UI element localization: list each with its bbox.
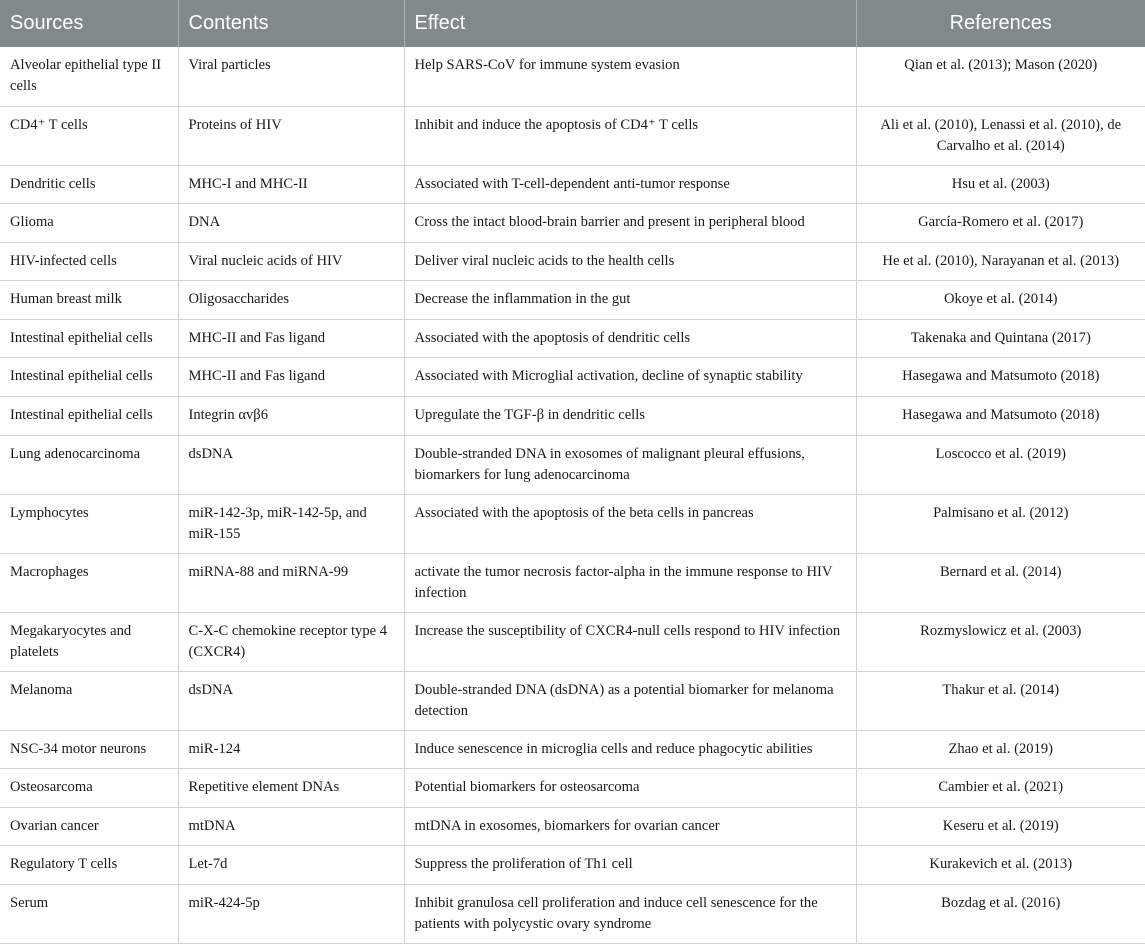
cell-effect: Increase the susceptibility of CXCR4-null cells respond to HIV infection	[404, 612, 856, 671]
table-row	[0, 47, 1145, 106]
cell-effect: Help SARS-CoV for immune system evasion	[404, 47, 856, 106]
cell-references: He et al. (2010), Narayanan et al. (2013)	[856, 242, 1145, 281]
table-row	[0, 204, 1145, 243]
table-header	[0, 0, 1145, 47]
table-row	[0, 319, 1145, 358]
cell-contents: DNA	[178, 204, 404, 243]
cell-source: Melanoma	[0, 671, 178, 730]
table-row	[0, 165, 1145, 204]
cell-contents: mtDNA	[178, 807, 404, 846]
cell-effect: Cross the intact blood-brain barrier and present in peripheral blood	[404, 204, 856, 243]
cell-contents: Viral particles	[178, 47, 404, 106]
cell-contents: Integrin αvβ6	[178, 397, 404, 436]
cell-references: Qian et al. (2013); Mason (2020)	[856, 47, 1145, 106]
cell-effect: mtDNA in exosomes, biomarkers for ovarian cancer	[404, 807, 856, 846]
cell-source: Intestinal epithelial cells	[0, 319, 178, 358]
cell-source: Glioma	[0, 204, 178, 243]
table-row	[0, 435, 1145, 494]
header-row	[0, 0, 1145, 47]
cell-source: Intestinal epithelial cells	[0, 397, 178, 436]
cell-effect: Double-stranded DNA (dsDNA) as a potential biomarker for melanoma detection	[404, 671, 856, 730]
cell-references: Hasegawa and Matsumoto (2018)	[856, 358, 1145, 397]
cell-contents: dsDNA	[178, 435, 404, 494]
cell-effect: Double-stranded DNA in exosomes of malignant pleural effusions, biomarkers for lung adenocarcinoma	[404, 435, 856, 494]
cell-source: Alveolar epithelial type II cells	[0, 47, 178, 106]
cell-references: Bernard et al. (2014)	[856, 553, 1145, 612]
table-row	[0, 281, 1145, 320]
table-row	[0, 106, 1145, 165]
cell-effect: Upregulate the TGF-β in dendritic cells	[404, 397, 856, 436]
table-row	[0, 494, 1145, 553]
cell-references: Rozmyslowicz et al. (2003)	[856, 612, 1145, 671]
cell-effect: Associated with T-cell-dependent anti-tumor response	[404, 165, 856, 204]
table-row	[0, 730, 1145, 769]
cell-references: García-Romero et al. (2017)	[856, 204, 1145, 243]
cell-references: Thakur et al. (2014)	[856, 671, 1145, 730]
cell-effect: Associated with the apoptosis of the beta cells in pancreas	[404, 494, 856, 553]
cell-references: Hasegawa and Matsumoto (2018)	[856, 397, 1145, 436]
cell-references: Loscocco et al. (2019)	[856, 435, 1145, 494]
cell-references: Hsu et al. (2003)	[856, 165, 1145, 204]
cell-contents: C-X-C chemokine receptor type 4 (CXCR4)	[178, 612, 404, 671]
table-body	[0, 47, 1145, 944]
cell-effect: Inhibit granulosa cell proliferation and induce cell senescence for the patients with polycystic ovary syndrome	[404, 885, 856, 944]
cell-contents: Proteins of HIV	[178, 106, 404, 165]
cell-effect: Inhibit and induce the apoptosis of CD4⁺ T cells	[404, 106, 856, 165]
cell-source: Serum	[0, 885, 178, 944]
cell-effect: Associated with the apoptosis of dendritic cells	[404, 319, 856, 358]
cell-contents: Oligosaccharides	[178, 281, 404, 320]
table-row	[0, 671, 1145, 730]
cell-references: Kurakevich et al. (2013)	[856, 846, 1145, 885]
cell-source: Intestinal epithelial cells	[0, 358, 178, 397]
header-sources: Sources	[0, 0, 178, 47]
cell-references: Takenaka and Quintana (2017)	[856, 319, 1145, 358]
cell-references: Ali et al. (2010), Lenassi et al. (2010), de Carvalho et al. (2014)	[856, 106, 1145, 165]
cell-contents: MHC-II and Fas ligand	[178, 358, 404, 397]
table-row	[0, 397, 1145, 436]
table-row	[0, 242, 1145, 281]
cell-contents: miR-142-3p, miR-142-5p, and miR-155	[178, 494, 404, 553]
header-contents: Contents	[178, 0, 404, 47]
cell-source: Lung adenocarcinoma	[0, 435, 178, 494]
table-row	[0, 769, 1145, 808]
cell-effect: activate the tumor necrosis factor-alpha in the immune response to HIV infection	[404, 553, 856, 612]
cell-effect: Induce senescence in microglia cells and reduce phagocytic abilities	[404, 730, 856, 769]
cell-contents: Let-7d	[178, 846, 404, 885]
cell-source: Megakaryocytes and platelets	[0, 612, 178, 671]
table-row	[0, 846, 1145, 885]
cell-references: Zhao et al. (2019)	[856, 730, 1145, 769]
cell-effect: Suppress the proliferation of Th1 cell	[404, 846, 856, 885]
cell-source: Ovarian cancer	[0, 807, 178, 846]
cell-contents: MHC-I and MHC-II	[178, 165, 404, 204]
cell-contents: Repetitive element DNAs	[178, 769, 404, 808]
table-row	[0, 358, 1145, 397]
table-row	[0, 885, 1145, 944]
cell-source: CD4⁺ T cells	[0, 106, 178, 165]
table-row	[0, 807, 1145, 846]
cell-source: Lymphocytes	[0, 494, 178, 553]
cell-references: Cambier et al. (2021)	[856, 769, 1145, 808]
cell-source: Macrophages	[0, 553, 178, 612]
cell-contents: MHC-II and Fas ligand	[178, 319, 404, 358]
header-effect: Effect	[404, 0, 856, 47]
cell-source: Osteosarcoma	[0, 769, 178, 808]
cell-source: Dendritic cells	[0, 165, 178, 204]
cell-references: Okoye et al. (2014)	[856, 281, 1145, 320]
cell-contents: dsDNA	[178, 671, 404, 730]
cell-effect: Decrease the inflammation in the gut	[404, 281, 856, 320]
cell-source: NSC-34 motor neurons	[0, 730, 178, 769]
cell-contents: miR-424-5p	[178, 885, 404, 944]
table-row	[0, 553, 1145, 612]
cell-contents: miRNA-88 and miRNA-99	[178, 553, 404, 612]
cell-contents: miR-124	[178, 730, 404, 769]
cell-effect: Potential biomarkers for osteosarcoma	[404, 769, 856, 808]
cell-references: Palmisano et al. (2012)	[856, 494, 1145, 553]
cell-effect: Deliver viral nucleic acids to the health cells	[404, 242, 856, 281]
cell-contents: Viral nucleic acids of HIV	[178, 242, 404, 281]
cell-effect: Associated with Microglial activation, decline of synaptic stability	[404, 358, 856, 397]
cell-references: Keseru et al. (2019)	[856, 807, 1145, 846]
cell-references: Bozdag et al. (2016)	[856, 885, 1145, 944]
cell-source: Regulatory T cells	[0, 846, 178, 885]
header-references: References	[856, 0, 1145, 47]
table-row	[0, 612, 1145, 671]
cell-source: Human breast milk	[0, 281, 178, 320]
cell-source: HIV-infected cells	[0, 242, 178, 281]
